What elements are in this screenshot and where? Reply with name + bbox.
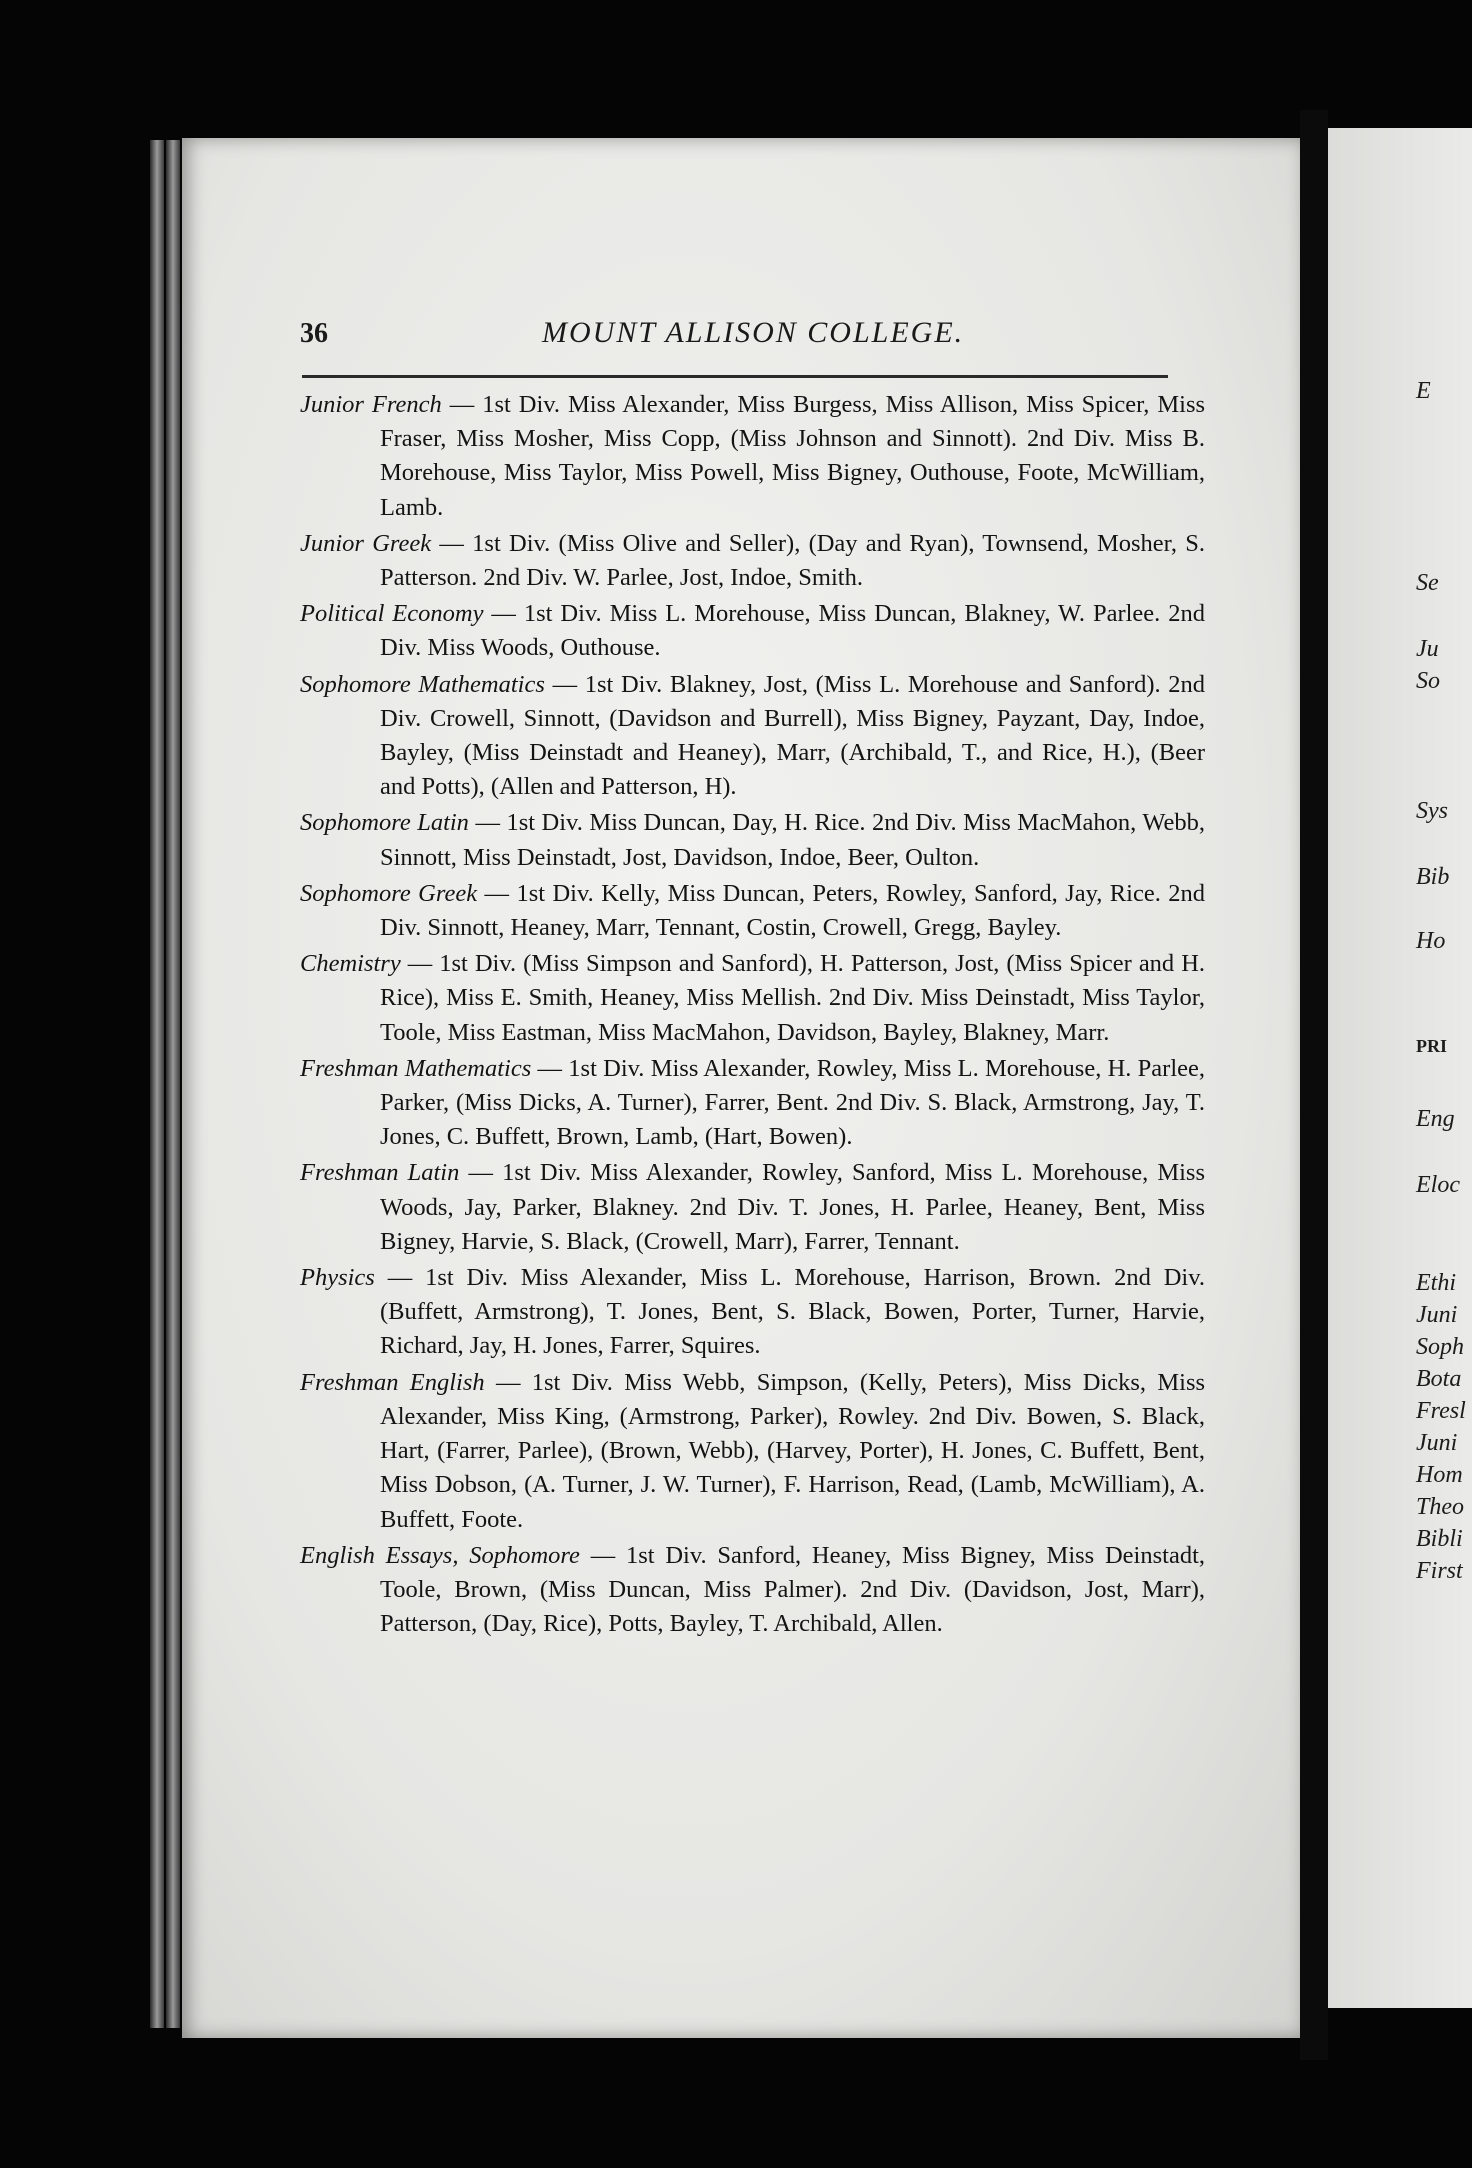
entry-subject: English Essays, Sophomore xyxy=(300,1541,580,1569)
list-entry: Chemistry — 1st Div. (Miss Simpson and Sanford), H. Patterson, Jost, (Miss Spicer and H. Rice), Miss E. Smith, Heaney, Miss Mellish. 2nd Div. Miss Deinstadt, Miss Taylor, Toole, Miss Eastman, Miss MacMahon, Davidson, Bayley, Blakney, Marr. xyxy=(300,950,1206,1046)
right-page-fragment: Fresl xyxy=(1416,1398,1466,1424)
list-entry: Sophomore Mathematics — 1st Div. Blakney, Jost, (Miss L. Morehouse and Sanford). 2nd Div. Crowell, Sinnott, (Davidson and Burrell), Miss Bigney, Payzant, Day, Indoe, Bayley, (Miss Deinstadt and Heaney), Marr, (Archibald, T., and Rice, H.), (Beer and Potts), (Allen and Patterson, H). xyxy=(300,670,1206,801)
entry-text: 1st Div. Miss Alexander, Rowley, Miss L. Morehouse, H. Parlee, Parker, (Miss Dicks, A. Turner), Farrer, Bent. 2nd Div. S. Black, Armstrong, Jay, T. Jones, C. Buffett, Brown, Lamb, (Hart, Bowen). xyxy=(380,1054,1206,1151)
list-entry: Freshman Latin — 1st Div. Miss Alexander, Rowley, Sanford, Miss L. Morehouse, Miss Woods, Jay, Parker, Blakney. 2nd Div. T. Jones, H. Parlee, Heaney, Bent, Miss Bigney, Harvie, S. Black, (Crowell, Marr), Farrer, Tennant. xyxy=(300,1159,1206,1255)
right-page-fragment: Ethi xyxy=(1416,1270,1456,1296)
entry-text: 1st Div. Miss Alexander, Miss Burgess, Miss Allison, Miss Spicer, Miss Fraser, Miss Mosher, Miss Copp, (Miss Johnson and Sinnott). 2nd Div. Miss B. Morehouse, Miss Taylor, Miss Powell, Miss Bigney, Outhouse, Foote, McWilliam, Lamb. xyxy=(380,391,1206,521)
right-page xyxy=(1328,128,1472,2008)
entry-text: 1st Div. (Miss Olive and Seller), (Day and Ryan), Townsend, Mosher, S. Patterson. 2nd Div. W. Parlee, Jost, Indoe, Smith. xyxy=(380,529,1205,592)
list-entry: Sophomore Latin — 1st Div. Miss Duncan, Day, H. Rice. 2nd Div. Miss MacMahon, Webb, Sinnott, Miss Deinstadt, Jost, Davidson, Indoe, Beer, Oulton. xyxy=(300,809,1206,871)
list-entry: English Essays, Sophomore — 1st Div. Sanford, Heaney, Miss Bigney, Miss Deinstadt, Toole, Brown, (Miss Duncan, Miss Palmer). 2nd Div. (Davidson, Jost, Marr), Patterson, (Day, Rice), Potts, Bayley, T. Archibald, Allen. xyxy=(300,1541,1206,1638)
right-page-fragment: Eng xyxy=(1416,1106,1455,1132)
entry-subject: Sophomore Mathematics xyxy=(300,670,545,698)
list-entry: Freshman Mathematics — 1st Div. Miss Alexander, Rowley, Miss L. Morehouse, H. Parlee, Parker, (Miss Dicks, A. Turner), Farrer, Bent. 2nd Div. S. Black, Armstrong, Jay, T. Jones, C. Buffett, Brown, Lamb, (Hart, Bowen). xyxy=(300,1054,1206,1151)
entry-text: 1st Div. Miss Alexander, Miss L. Morehouse, Harrison, Brown. 2nd Div. (Buffett, Armstrong), T. Jones, Bent, S. Black, Bowen, Porter, Turner, Harvie, Richard, Jay, H. Jones, Farrer, Squires. xyxy=(380,1264,1205,1360)
header-rule xyxy=(302,375,1168,378)
right-page-fragment: So xyxy=(1416,668,1440,694)
book-gutter xyxy=(1300,110,1328,2060)
right-page-fragment: E xyxy=(1416,378,1431,404)
entry-text: 1st Div. Miss Alexander, Rowley, Sanford, Miss L. Morehouse, Miss Woods, Jay, Parker, Blakney. 2nd Div. T. Jones, H. Parlee, Heaney, Bent, Miss Bigney, Harvie, S. Black, (Crowell, Marr), Farrer, Tennant. xyxy=(380,1159,1206,1255)
right-page-fragment: PRI xyxy=(1416,1036,1447,1056)
book-edge xyxy=(150,140,164,2028)
entry-text: 1st Div. Miss Webb, Simpson, (Kelly, Peters), Miss Dicks, Miss Alexander, Miss King, (Armstrong, Parker), Rowley. 2nd Div. Bowen, S. Black, Hart, (Farrer, Parlee), (Brown, Webb), (Harvey, Porter), H. Jones, C. Buffett, Bent, Miss Dobson, (A. Turner, J. W. Turner), F. Harrison, Read, (Lamb, McWilliam), A. Buffett, Foote. xyxy=(380,1368,1206,1533)
running-head: MOUNT ALLISON COLLEGE. xyxy=(542,316,965,349)
right-page-fragment: Ho xyxy=(1416,928,1446,954)
right-page-fragment: Ju xyxy=(1416,636,1439,662)
entry-text: 1st Div. Kelly, Miss Duncan, Peters, Rowley, Sanford, Jay, Rice. 2nd Div. Sinnott, Heaney, Marr, Tennant, Costin, Crowell, Gregg, Bayley. xyxy=(380,879,1206,942)
entry-subject: Freshman Mathematics xyxy=(300,1054,532,1082)
list-entry: Physics — 1st Div. Miss Alexander, Miss L. Morehouse, Harrison, Brown. 2nd Div. (Buffett, Armstrong), T. Jones, Bent, S. Black, Bowen, Porter, Turner, Harvie, Richard, Jay, H. Jones, Farrer, Squires. xyxy=(300,1264,1205,1360)
list-entry: Political Economy — 1st Div. Miss L. Morehouse, Miss Duncan, Blakney, W. Parlee. 2nd Div. Miss Woods, Outhouse. xyxy=(300,600,1205,662)
entry-subject: Junior Greek xyxy=(300,529,432,557)
right-page-fragment: Eloc xyxy=(1416,1172,1460,1198)
entry-subject: Physics xyxy=(300,1264,375,1292)
right-page-fragment: Se xyxy=(1416,570,1439,596)
right-page-fragment: Sys xyxy=(1416,798,1448,824)
right-page-fragment: Juni xyxy=(1416,1430,1458,1456)
entry-text: 1st Div. Blakney, Jost, (Miss L. Morehouse and Sanford). 2nd Div. Crowell, Sinnott, (Davidson and Burrell), Miss Bigney, Payzant, Day, Indoe, Bayley, (Miss Deinstadt and Heaney), Marr, (Archibald, T., and Rice, H.), (Beer and Potts), (Allen and Patterson, H). xyxy=(380,670,1206,801)
entry-subject: Freshman Latin xyxy=(300,1159,460,1187)
entry-subject: Political Economy xyxy=(300,600,484,628)
list-entry: Junior Greek — 1st Div. (Miss Olive and Seller), (Day and Ryan), Townsend, Mosher, S. Patterson. 2nd Div. W. Parlee, Jost, Indoe, Smith. xyxy=(300,529,1205,592)
list-entry: Junior French — 1st Div. Miss Alexander, Miss Burgess, Miss Allison, Miss Spicer, Miss Fraser, Miss Mosher, Miss Copp, (Miss Johnson and Sinnott). 2nd Div. Miss B. Morehouse, Miss Taylor, Miss Powell, Miss Bigney, Outhouse, Foote, McWilliam, Lamb. xyxy=(300,391,1206,521)
entry-subject: Chemistry xyxy=(300,950,401,978)
entry-subject: Junior French xyxy=(300,391,442,418)
entry-subject: Freshman English xyxy=(300,1368,485,1396)
right-page-fragment: Bib xyxy=(1416,864,1450,890)
page-header xyxy=(300,318,1200,358)
book-edge xyxy=(166,140,180,2028)
entry-text: 1st Div. Miss L. Morehouse, Miss Duncan, Blakney, W. Parlee. 2nd Div. Miss Woods, Outhouse. xyxy=(380,600,1205,662)
entry-subject: Sophomore Latin xyxy=(300,809,469,837)
right-page-fragment: Bibli xyxy=(1416,1526,1463,1552)
right-page-fragment: First xyxy=(1416,1558,1463,1584)
right-page-fragment: Bota xyxy=(1416,1366,1462,1392)
page-number: 36 xyxy=(300,318,328,349)
right-page-fragment: Juni xyxy=(1416,1302,1458,1328)
entry-text: 1st Div. (Miss Simpson and Sanford), H. Patterson, Jost, (Miss Spicer and H. Rice), Miss E. Smith, Heaney, Miss Mellish. 2nd Div. Miss Deinstadt, Miss Taylor, Toole, Miss Eastman, Miss MacMahon, Davidson, Bayley, Blakney, Marr. xyxy=(380,950,1206,1046)
entry-text: 1st Div. Miss Duncan, Day, H. Rice. 2nd Div. Miss MacMahon, Webb, Sinnott, Miss Deinstadt, Jost, Davidson, Indoe, Beer, Oulton. xyxy=(380,809,1206,871)
right-page-fragment: Soph xyxy=(1416,1334,1464,1360)
list-entry: Sophomore Greek — 1st Div. Kelly, Miss Duncan, Peters, Rowley, Sanford, Jay, Rice. 2nd Div. Sinnott, Heaney, Marr, Tennant, Costin, Crowell, Gregg, Bayley. xyxy=(300,879,1206,942)
right-page-fragment: Theo xyxy=(1416,1494,1464,1520)
entry-subject: Sophomore Greek xyxy=(300,879,478,907)
class-list xyxy=(300,388,1205,1643)
entry-text: 1st Div. Sanford, Heaney, Miss Bigney, Miss Deinstadt, Toole, Brown, (Miss Duncan, Miss Palmer). 2nd Div. (Davidson, Jost, Marr), Patterson, (Day, Rice), Potts, Bayley, T. Archibald, Allen. xyxy=(380,1541,1206,1638)
right-page-fragment: Hom xyxy=(1416,1462,1463,1488)
list-entry: Freshman English — 1st Div. Miss Webb, Simpson, (Kelly, Peters), Miss Dicks, Miss Alexander, Miss King, (Armstrong, Parker), Rowley. 2nd Div. Bowen, S. Black, Hart, (Farrer, Parlee), (Brown, Webb), (Harvey, Porter), H. Jones, C. Buffett, Bent, Miss Dobson, (A. Turner, J. W. Turner), F. Harrison, Read, (Lamb, McWilliam), A. Buffett, Foote. xyxy=(300,1368,1206,1533)
